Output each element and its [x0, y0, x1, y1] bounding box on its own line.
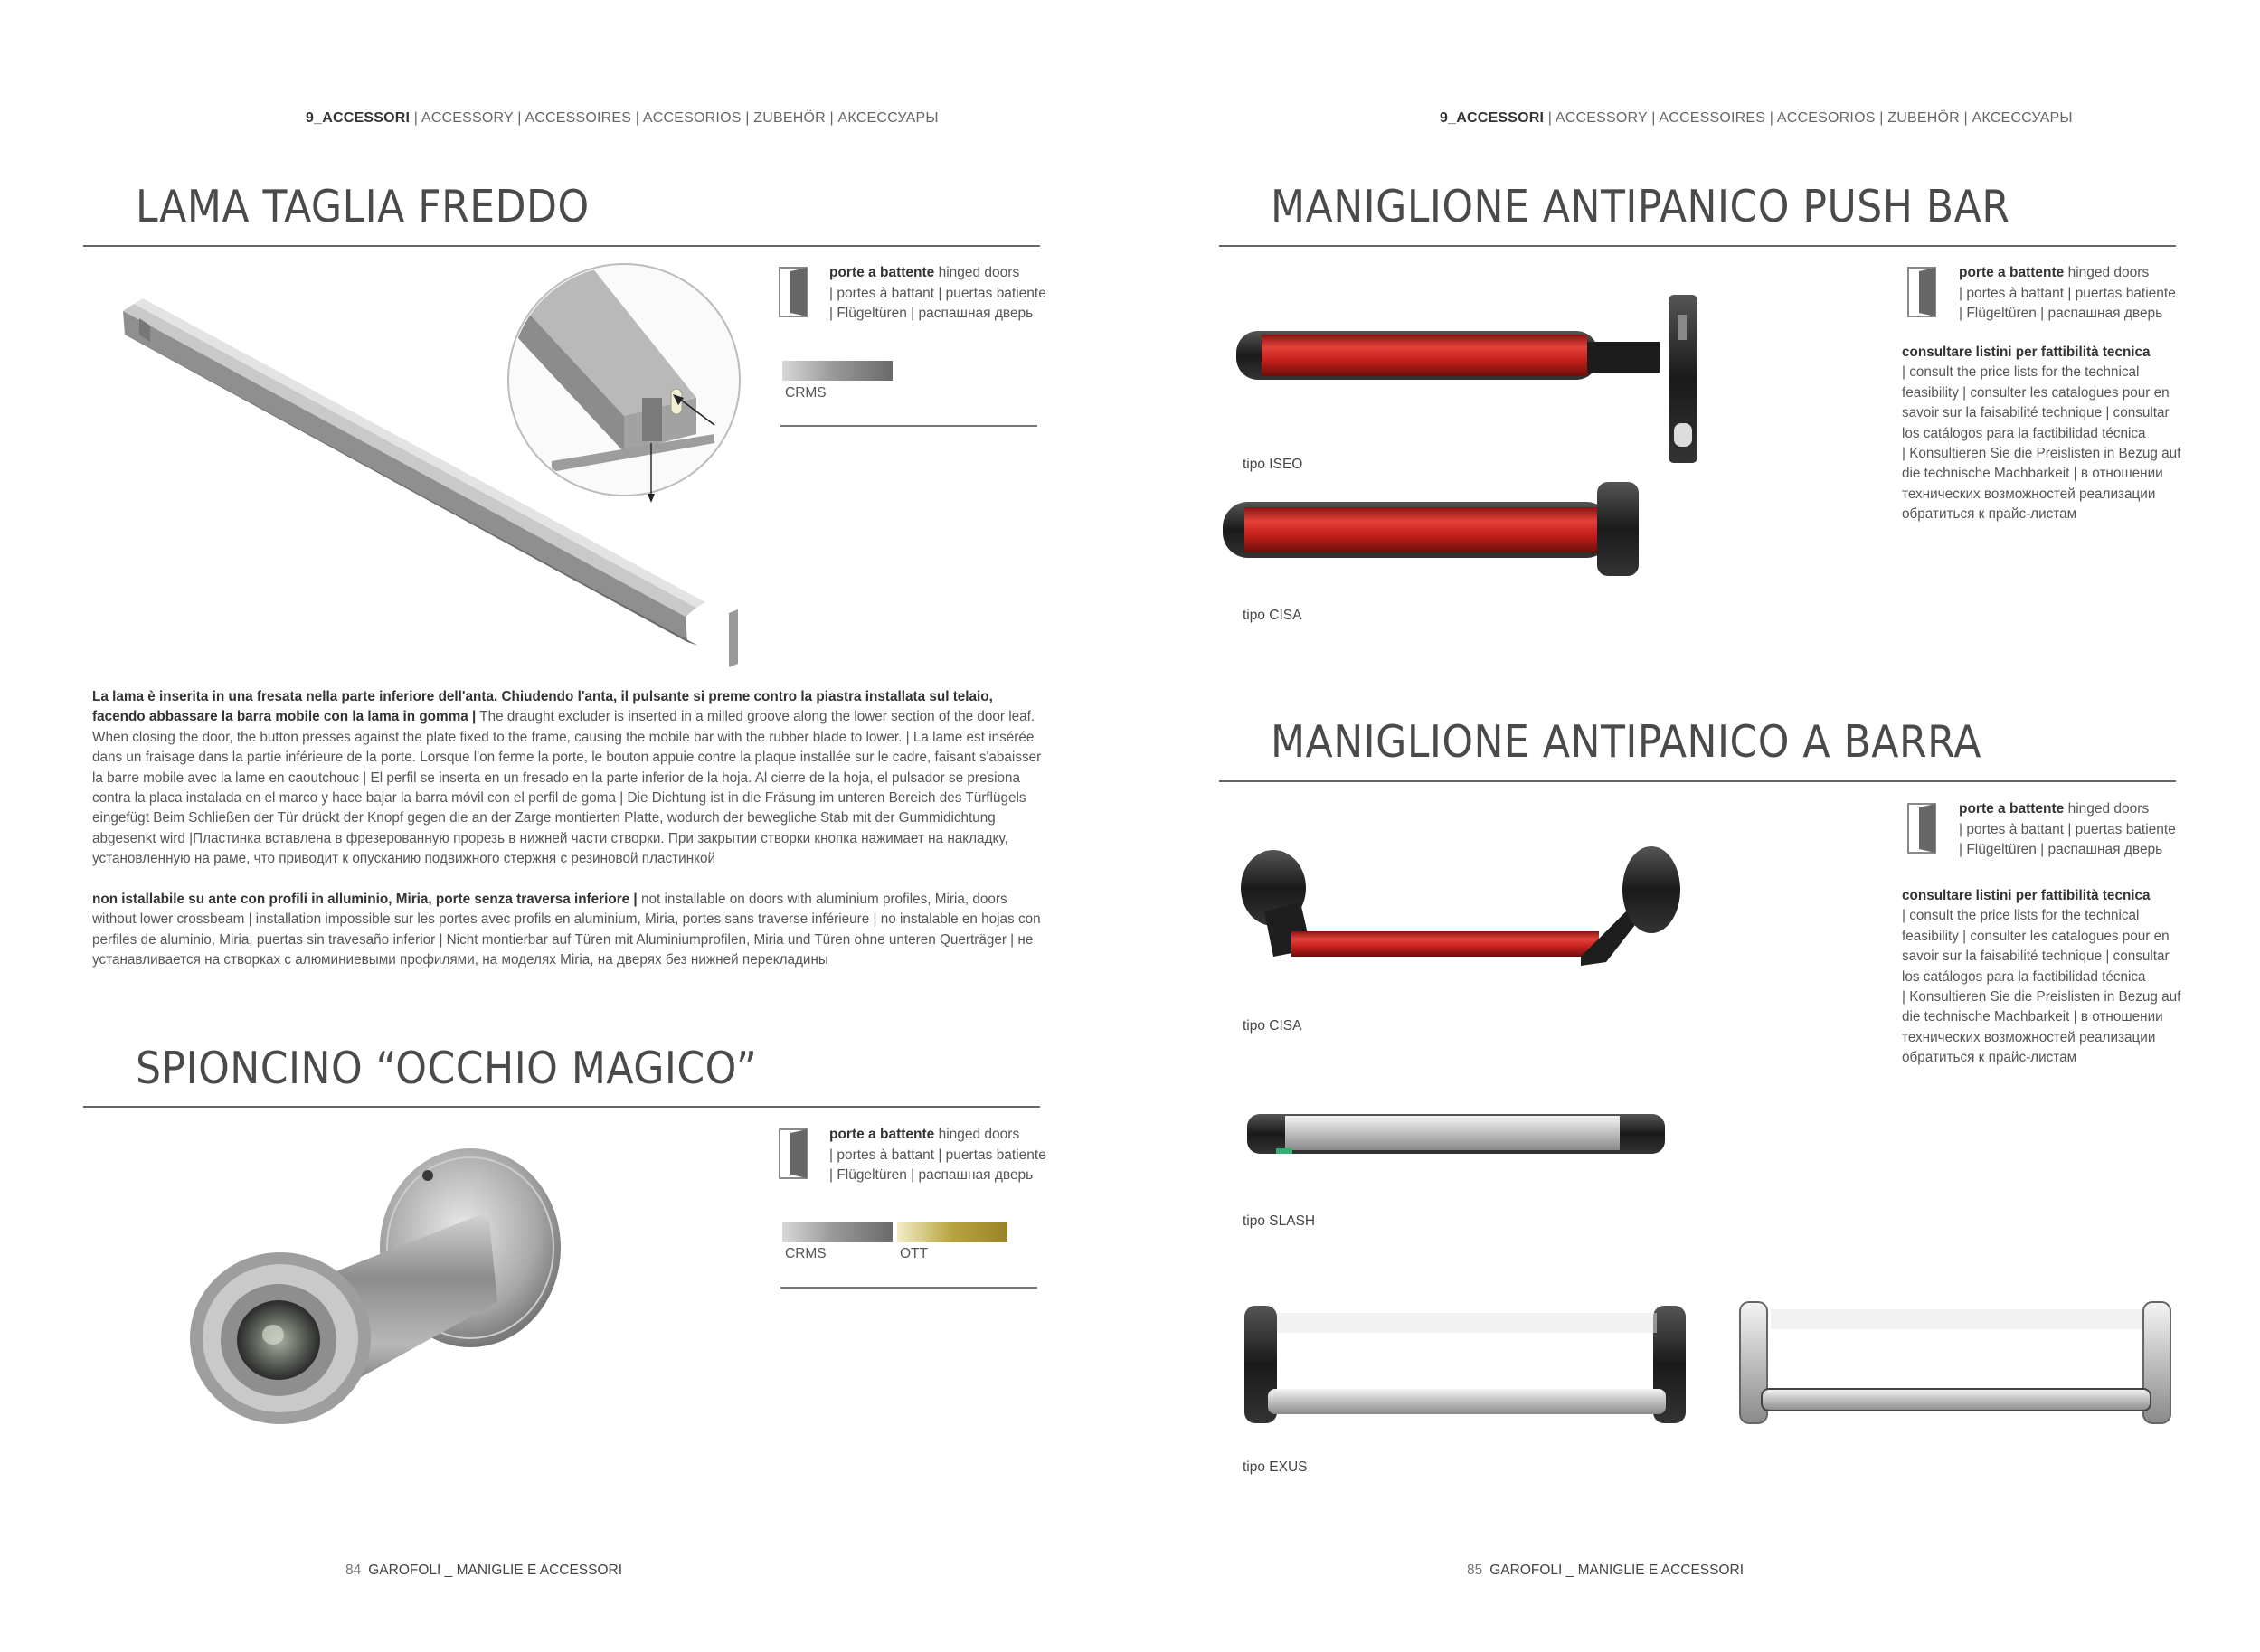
push-bar-cisa: [1219, 477, 1653, 581]
a-barra-tech-line: los catálogos para la factibilidad técnica: [1902, 968, 2146, 985]
lama-installation-note: [92, 890, 1042, 971]
a-barra-tech-line: | consult the price lists for the technical: [1902, 908, 2140, 924]
lama-door-icon: [778, 266, 814, 320]
lama-description: [92, 687, 1042, 870]
crossbar-cisa: [1237, 830, 1689, 984]
lama-finish-label-crms: CRMS: [785, 385, 827, 401]
lama-note-it: non istallabile su ante con profili in alluminio, Miria, porte senza traversa inferiore |: [92, 892, 638, 907]
left-header-section: 9_ACCESSORI: [306, 110, 411, 126]
push-bar-tech-line: обратиться к прайс-листам: [1902, 506, 2077, 523]
right-header-section: 9_ACCESSORI: [1440, 110, 1545, 126]
a-barra-caption-cisa: tipo CISA: [1243, 1018, 1302, 1034]
a-barra-tech-note: [1902, 886, 2182, 1069]
spioncino-finish-label-crms: CRMS: [785, 1246, 827, 1261]
left-page-number: 84: [345, 1562, 362, 1578]
lama-door-type-en: hinged doors: [934, 265, 1020, 280]
push-bar-door-type-bold: porte a battente: [1959, 265, 2065, 280]
spioncino-title-rule: [83, 1106, 1040, 1108]
push-bar-tech-line: los catálogos para la factibilidad técnica: [1902, 425, 2146, 441]
a-barra-tech-line: обратиться к прайс-листам: [1902, 1050, 2077, 1066]
push-bar-tech-line: технических возможностей реализации: [1902, 486, 2156, 502]
spioncino-finish-swatch-ott: [897, 1222, 1007, 1242]
push-bar-tech-note: [1902, 343, 2182, 525]
push-bar-tech-line: | Konsultieren Sie die Preislisten in Bezug auf: [1902, 446, 2181, 462]
right-page-number: 85: [1467, 1562, 1483, 1578]
a-barra-door-icon: [1906, 802, 1943, 856]
a-barra-title: MANIGLIONE ANTIPANICO A BARRA: [1271, 716, 1981, 768]
push-bar-door-type-en: hinged doors: [2064, 265, 2150, 280]
a-barra-tech-line: feasibility | consulter les catalogues pour en: [1902, 928, 2170, 944]
push-bar-title: MANIGLIONE ANTIPANICO PUSH BAR: [1271, 181, 2010, 232]
spioncino-finish-rule: [780, 1287, 1037, 1289]
spioncino-door-icon: [778, 1128, 814, 1182]
a-barra-tech-bold: consultare listini per fattibilità tecnica: [1902, 888, 2151, 903]
lama-finish-swatch-crms: [782, 361, 893, 381]
left-header-languages: | ACCESSORY | ACCESSOIRES | ACCESORIOS | ZUBEHÖR | АКСЕССУАРЫ: [410, 110, 939, 126]
a-barra-tech-line: технических возможностей реализации: [1902, 1029, 2156, 1045]
lama-finish-rule: [780, 425, 1037, 427]
lama-door-type-fr-es: | portes à battant | puertas batiente: [829, 285, 1046, 301]
push-bar-door-type-fr-es: | portes à battant | puertas batiente: [1959, 285, 2176, 301]
a-barra-caption-slash: tipo SLASH: [1243, 1213, 1316, 1229]
a-barra-tech-line: | Konsultieren Sie die Preislisten in Bezug auf: [1902, 989, 2181, 1005]
lama-title-rule: [83, 245, 1040, 247]
spioncino-door-type-bold: porte a battente: [829, 1127, 935, 1142]
push-bar-tech-bold: consultare listini per fattibilità tecnica: [1902, 345, 2151, 360]
crossbar-exus-silver: [1735, 1291, 2178, 1427]
lama-description-it: La lama è inserita in una fresata nella parte inferiore dell'anta. Chiudendo l'anta, il pulsante si preme contro la piastra installata sul telaio, facendo abbassare la barra mobile con la lama in gomma |: [92, 689, 993, 725]
door-viewer-illustration: [172, 1130, 588, 1438]
crossbar-exus-black: [1241, 1295, 1693, 1430]
push-bar-caption-iseo: tipo ISEO: [1243, 457, 1303, 472]
a-barra-tech-line: die technische Machbarkeit | в отношении: [1902, 1009, 2163, 1025]
push-bar-tech-line: | consult the price lists for the technical: [1902, 364, 2140, 381]
lama-title: LAMA TAGLIA FREDDO: [136, 181, 590, 232]
right-footer: [1467, 1562, 1744, 1579]
spioncino-door-type-en: hinged doors: [934, 1127, 1020, 1142]
a-barra-door-type-en: hinged doors: [2064, 801, 2150, 817]
push-bar-caption-cisa: tipo CISA: [1243, 608, 1302, 623]
right-header-languages: | ACCESSORY | ACCESSOIRES | ACCESORIOS | ZUBEHÖR | АКСЕССУАРЫ: [1544, 110, 2073, 126]
spioncino-finish-swatch-crms: [782, 1222, 893, 1242]
lama-note-translations: not installable on doors with aluminium profiles, Miria, doors without lower crossbeam | installation impossible sur les portes avec profils en aluminium, Miria, portes sans traverse inférieure | no instalable en hojas con perfiles de aluminio, Miria, puertas sin travesaño inferior | Nicht montierbar auf Türen mit Aluminiumprofilen, Miria und Türen ohne unteren Querträger | не устанавливается на створках с алюминиевыми профилями, на моделях Miria, на дверях без нижней перекладины: [92, 892, 1041, 968]
push-bar-door-type: [1959, 263, 2176, 325]
lama-door-type: [829, 263, 1046, 325]
push-bar-tech-line: die technische Machbarkeit | в отношении: [1902, 466, 2163, 482]
right-running-header: [1440, 110, 2073, 127]
push-bar-tech-line: feasibility | consulter les catalogues pour en: [1902, 384, 2170, 401]
spioncino-door-type-fr-es: | portes à battant | puertas batiente: [829, 1147, 1046, 1163]
lama-door-type-de-ru: | Flügeltüren | распашная дверь: [829, 306, 1034, 321]
left-running-header: [306, 110, 939, 127]
a-barra-title-rule: [1219, 780, 2176, 782]
lama-door-type-bold: porte a battente: [829, 265, 935, 280]
a-barra-caption-exus: tipo EXUS: [1243, 1459, 1308, 1475]
a-barra-door-type-fr-es: | portes à battant | puertas batiente: [1959, 821, 2176, 837]
push-bar-door-type-de-ru: | Flügeltüren | распашная дверь: [1959, 306, 2163, 321]
spioncino-finish-label-ott: OTT: [900, 1246, 928, 1261]
a-barra-door-type: [1959, 799, 2176, 861]
spioncino-door-type-de-ru: | Flügeltüren | распашная дверь: [829, 1167, 1034, 1183]
draught-excluder-illustration: [118, 262, 769, 669]
push-bar-door-icon: [1906, 266, 1943, 320]
spioncino-door-type: [829, 1125, 1046, 1186]
crossbar-slash: [1243, 1105, 1669, 1165]
a-barra-door-type-bold: porte a battente: [1959, 801, 2065, 817]
push-bar-title-rule: [1219, 245, 2176, 247]
spioncino-title: SPIONCINO “OCCHIO MAGICO”: [136, 1043, 758, 1094]
left-footer-title: GAROFOLI _ MANIGLIE E ACCESSORI: [368, 1562, 623, 1578]
right-footer-title: GAROFOLI _ MANIGLIE E ACCESSORI: [1489, 1562, 1745, 1578]
push-bar-iseo: [1225, 288, 1705, 465]
a-barra-tech-line: savoir sur la faisabilité technique | consultar: [1902, 949, 2170, 965]
lama-description-translations: The draught excluder is inserted in a milled groove along the lower section of the door leaf. When closing the door, the button presses against the plate fixed to the frame, causing the mobile bar with the rubber blade to lower. | La lame est insérée dans un fraisage dans la partie inférieure de la porte. Lorsque l'on ferme la porte, le bouton appuie contre la plaque installée sur le cadre, faisant s'abaisser la barre mobile avec la lame en caoutchouc | El perfil se inserta en un fresado en la parte inferior de la hoja. Al cierre de la hoja, el pulsador se presiona contra la placa instalada en el marco y hace bajar la barra móvil con el perfil de goma | Die Dichtung ist in die Fräsung im unteren Bereich des Türflügels eingefügt Beim Schließen der Tür drückt der Knopf gegen die an der Zarge montierten Platte, wodurch der bewegliche Stab mit der Gummidichtung abgesenkt wird |Пластинка вставлена в фрезерованную прорезь в нижней части створки. При закрытии створки кнопка нажимает на накладку, установленную на раме, что приводит к опусканию подвижного стержня с резиновой пластинкой: [92, 709, 1042, 867]
a-barra-door-type-de-ru: | Flügeltüren | распашная дверь: [1959, 842, 2163, 857]
left-footer: [345, 1562, 622, 1579]
push-bar-tech-line: savoir sur la faisabilité technique | consultar: [1902, 405, 2170, 421]
